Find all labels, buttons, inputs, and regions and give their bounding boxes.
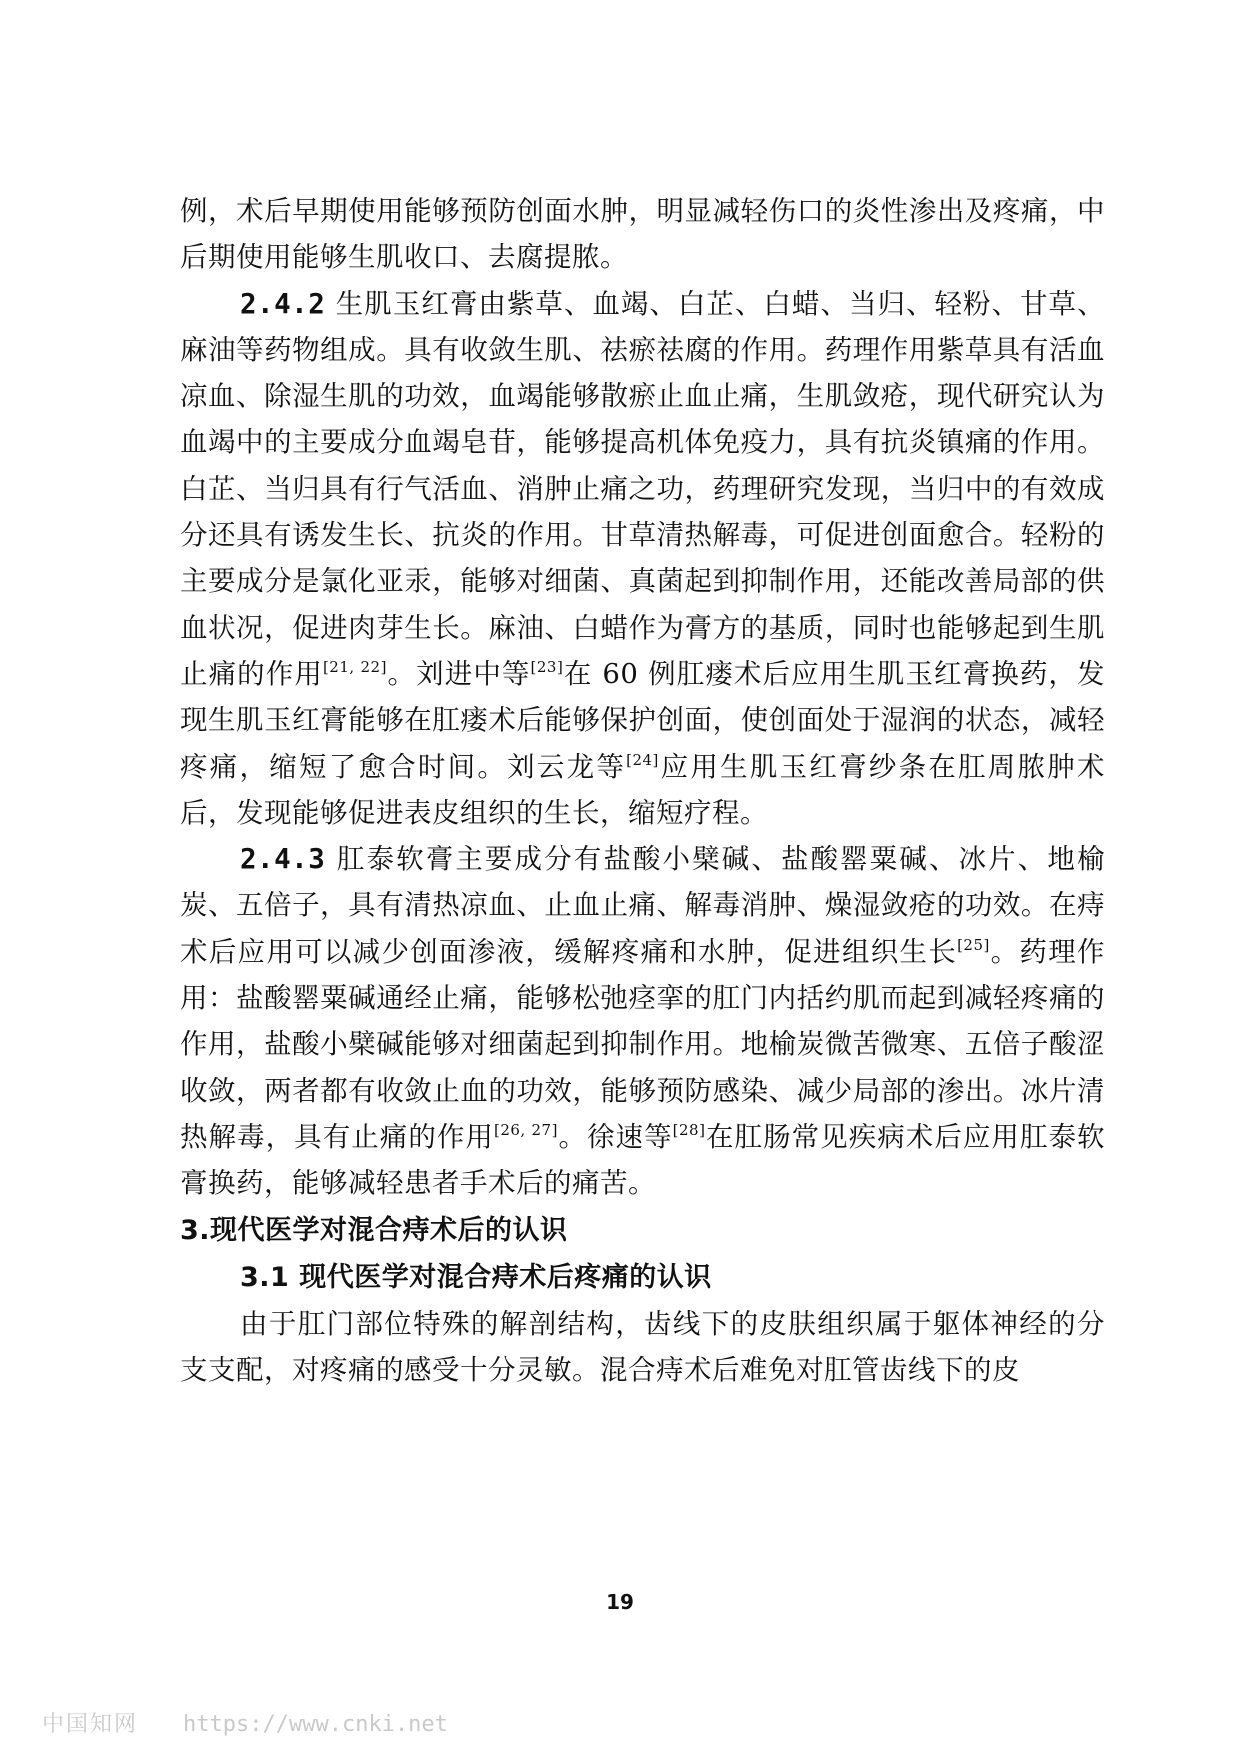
section-number: 2.4.3 [240,843,326,876]
subsection-heading: 3.1 现代医学对混合痔术后疼痛的认识 [240,1261,712,1293]
paragraph-text: 生肌玉红膏由紫草、血竭、白芷、白蜡、当归、轻粉、甘草、麻油等药物组成。具有收敛生肌、祛瘀祛腐的作用。药理作用紫草具有活血凉血、除湿生肌的功效，血竭能够散瘀止血止痛，生肌敛疮，现代研究认为血竭中的主要成分血竭皂苷，能够提高机体免疫力，具有抗炎镇痛的作用。白芷、当归具有行气活血、消肿止痛之功，药理研究发现，当归中的有效成分还具有诱发生长、抗炎的作用。甘草清热解毒，可促进创面愈合。轻粉的主要成分是氯化亚汞，能够对细菌、真菌起到抑制作用，还能改善局部的供血状况，促进肉芽生长。麻油、白蜡作为膏方的基质，同时也能够起到生肌止痛的作用 [180,287,1105,690]
paragraph-text: 应用生肌玉红膏纱条在肛周脓肿术后，发现能够促进表皮组织的生长，缩短疗程。 [180,750,1106,829]
citation-ref[interactable]: [28] [672,1120,706,1139]
paragraph-text: 在 60 例肛瘘术后应用生肌玉红膏换药，发现生肌玉红膏能够在肛瘘术后能够保护创面，使创面处于湿润的状态，减轻疼痛，缩短了愈合时间。刘云龙等 [180,657,1106,783]
citation-ref[interactable]: [26, 27] [493,1120,558,1139]
paragraph-1: 例，术后早期使用能够预防创面水肿，明显减轻伤口的炎性渗出及疼痛，中后期使用能够生肌收口、去腐提脓。 [180,195,1105,274]
site-name: 中国知网 [42,1712,139,1737]
citation-ref[interactable]: [25] [957,935,990,954]
watermark-footer [42,1707,448,1738]
citation-ref[interactable]: [21, 22] [322,657,387,676]
page-number: 19 [606,1590,634,1614]
paragraph-text: 。刘进中等 [386,657,531,690]
document-body [180,188,1105,1393]
paragraph-2-4-3 [180,836,1105,1206]
paragraph-3-1: 由于肛门部位特殊的解剖结构，齿线下的皮肤组织属于躯体神经的分支支配，对疼痛的感受十分灵敏。混合痔术后难免对肛管齿线下的皮 [180,1307,1105,1386]
section-number: 2.4.2 [240,287,326,320]
site-url-link[interactable]: https://www.cnki.net [183,1712,448,1737]
paragraph-text: 。徐速等 [557,1120,673,1153]
section-heading: 3.现代医学对混合痔术后的认识 [180,1214,568,1246]
paragraph-text: 肛泰软膏主要成分有盐酸小檗碱、盐酸罂粟碱、冰片、地榆炭、五倍子，具有清热凉血、止血止痛、解毒消肿、燥湿敛疮的功效。在痔术后应用可以减少创面渗液，缓解疼痛和水肿，促进组织生长 [180,843,1105,968]
citation-ref[interactable]: [24] [626,750,659,769]
paragraph-text: 在肛肠常见疾病术后应用肛泰软膏换药，能够减轻患者手术后的痛苦。 [180,1120,1106,1200]
citation-ref[interactable]: [23] [530,657,564,676]
paragraph-2-4-2 [180,281,1105,837]
paragraph-text: 。药理作用：盐酸罂粟碱通经止痛，能够松弛痉挛的肛门内括约肌而起到减轻疼痛的作用，盐酸小檗碱能够对细菌起到抑制作用。地榆炭微苦微寒、五倍子酸涩收敛，两者都有收敛止血的功效，能够预防感染、减少局部的渗出。冰片清热解毒，具有止痛的作用 [180,935,1105,1153]
